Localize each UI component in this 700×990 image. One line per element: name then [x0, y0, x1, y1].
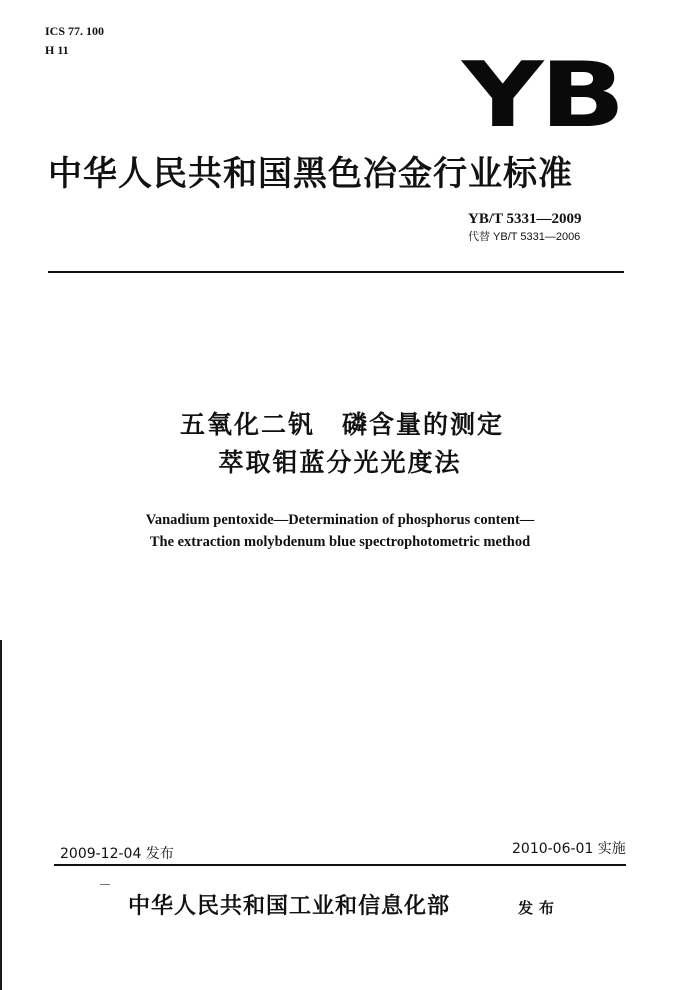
- publish-label: 发布: [518, 899, 561, 917]
- chinese-title-line-1: 五氧化二钒 磷含量的测定: [179, 410, 504, 439]
- issue-date: 2009-12-04 发布: [60, 846, 174, 862]
- ics-code: ICS 77. 100: [45, 24, 105, 38]
- scan-page-edge: [0, 640, 2, 990]
- implementation-date: 2010-06-01 实施: [512, 841, 626, 857]
- header-divider: [48, 271, 624, 273]
- english-title-line-1: Vanadium pentoxide—Determination of phosphorus content—: [145, 512, 535, 528]
- classification-codes: [45, 22, 104, 60]
- english-title-line-2: The extraction molybdenum blue spectrophotometric method: [149, 534, 531, 550]
- yb-logo: YB: [462, 43, 622, 148]
- chinese-title-line-2: 萃取钼蓝分光光度法: [218, 448, 462, 477]
- industry-standard-title: 中华人民共和国黑色冶金行业标准: [48, 154, 573, 194]
- footer-divider: [54, 864, 626, 866]
- ccs-code: H 11: [45, 43, 69, 57]
- publisher-name: 中华人民共和国工业和信息化部: [128, 894, 451, 919]
- standard-number: YB/T 5331—2009: [468, 211, 582, 227]
- replaces-standard: 代替 YB/T 5331—2006: [468, 231, 581, 243]
- scan-mark: [100, 884, 110, 885]
